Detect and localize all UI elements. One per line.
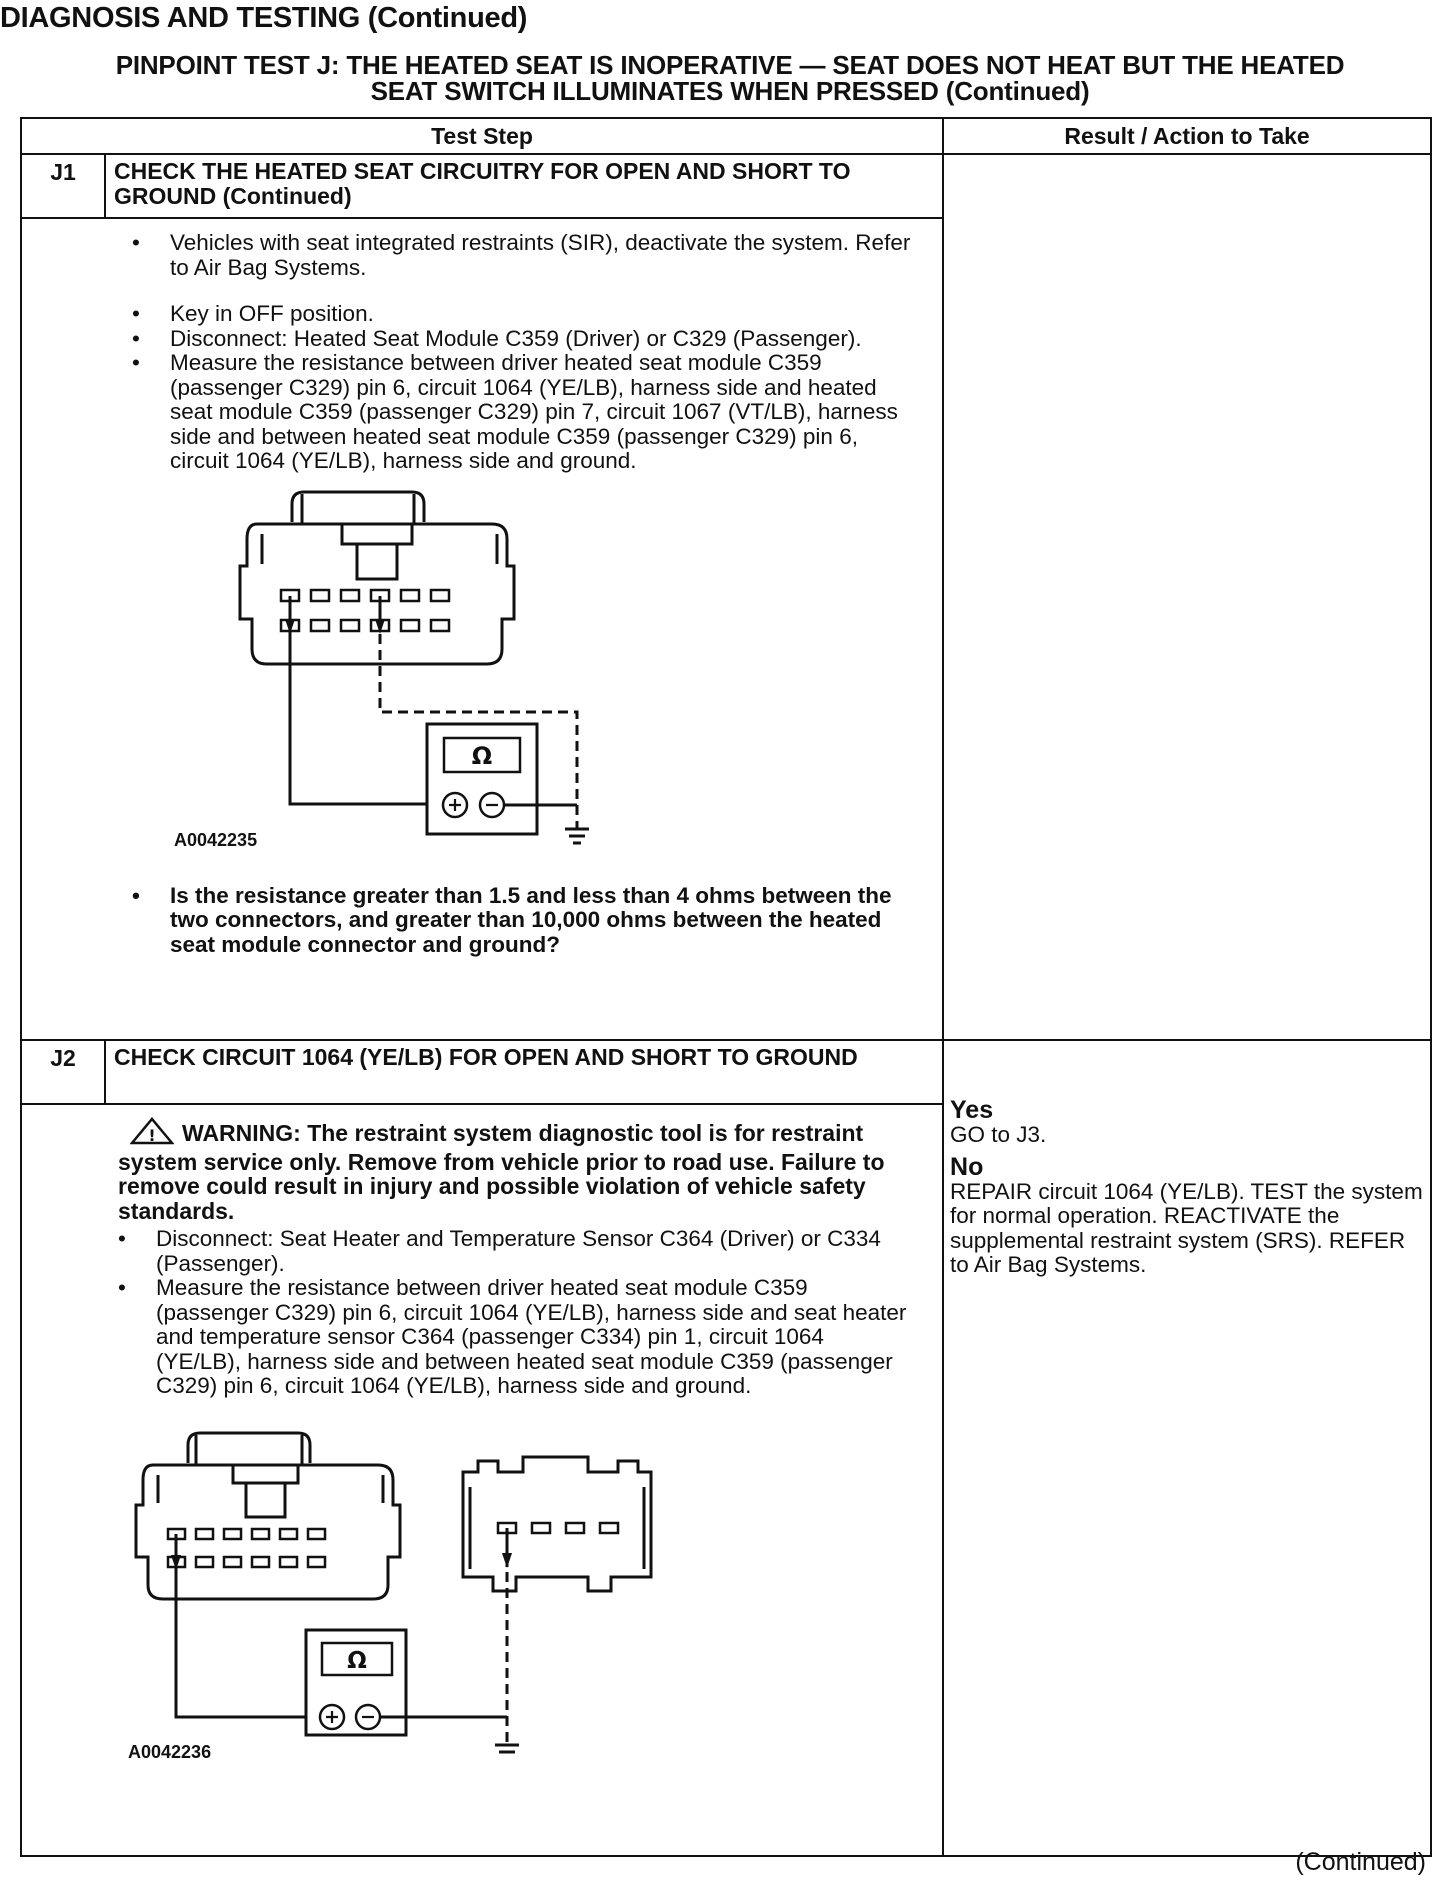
j2-bullet-disconnect: • Disconnect: Seat Heater and Temperature Sensor C364 (Driver) or C334 (Passenger). [118,1227,912,1276]
result-no-action: REPAIR circuit 1064 (YE/LB). TEST the system for normal operation. REACTIVATE the supplemental restraint system (SRS). REFER to Air Bag Systems. [950,1178,1423,1277]
j2-bullet-measure: • Measure the resistance between driver heated seat module C359 (passenger C329) pin 6, circuit 1064 (YE/LB), harness side and seat heater and temperature sensor C364 (passenger C334) pin 1, circuit 1064 (YE/LB), harness side and between heated seat module C359 (passenger C329) pin 6, circuit 1064 (YE/LB), harness side and ground. [118,1276,912,1399]
step-content-j2 [21,1104,943,1856]
step-title-j2: CHECK CIRCUIT 1064 (YE/LB) FOR OPEN AND SHORT TO GROUND [105,1040,943,1104]
j2-figure [118,1427,912,1797]
j1-connector-meter-diagram [152,484,612,854]
step-id-j1: J1 [21,154,105,218]
svg-text:!: ! [148,1126,156,1145]
j1-connector-pins [281,590,449,631]
warning-triangle-icon [130,1117,174,1150]
result-no-label: No [950,1152,984,1181]
page-title: DIAGNOSIS AND TESTING (Continued) [0,2,528,34]
result-cell-j1 [943,154,1431,1040]
j2-connector-meter-diagram [118,1427,718,1757]
ground-icon [495,1745,519,1757]
j1-bullet-measure: • Measure the resistance between driver heated seat module C359 (passenger C329) pin 6, circuit 1064 (YE/LB), harness side and heated seat module C359 (passenger C329) pin 7, circuit 1067 (VT/LB), harness side and between heated seat module C359 (passenger C329) pin 6, circuit 1064 (YE/LB), harness side and ground. [132,351,912,474]
j1-question: • Is the resistance greater than 1.5 and less than 4 ohms between the two connectors, and greater than 10,000 ohms between the heated seat module connector and ground? [132,884,912,958]
pinpoint-test-title [20,52,1440,104]
result-yes-action: GO to J3. [950,1122,1047,1147]
pinpoint-test-title-line1: PINPOINT TEST J: THE HEATED SEAT IS INOPERATIVE — SEAT DOES NOT HEAT BUT THE HEATED [115,50,1345,80]
j1-bullet-disconnect: • Disconnect: Heated Seat Module C359 (Driver) or C329 (Passenger). [132,327,912,352]
step-id-j2: J2 [21,1040,105,1104]
pinpoint-test-table [20,117,1432,1857]
step-title-j1: CHECK THE HEATED SEAT CIRCUITRY FOR OPEN AND SHORT TO GROUND (Continued) [105,154,943,218]
result-yes-label: Yes [950,1096,994,1124]
column-header-result: Result / Action to Take [943,118,1431,154]
j2-sensor-connector [463,1457,651,1591]
j2-warning [118,1117,912,1223]
ohm-symbol: Ω [347,1647,367,1674]
ohm-symbol: Ω [471,741,493,770]
pinpoint-test-title-line2: SEAT SWITCH ILLUMINATES WHEN PRESSED (Continued) [370,76,1090,106]
j2-module-connector-pins [168,1529,325,1567]
result-cell-j2 [943,1040,1431,1856]
column-header-test-step: Test Step [21,118,943,154]
j2-warning-text: WARNING: The restraint system diagnostic tool is for restraint system service only. Remove from vehicle prior to road use. Failure to remove could result in injury and possible violation of vehicle safety standards. [118,1120,885,1224]
figure-id-j1: A0042235 [174,829,258,850]
ground-icon [565,829,589,843]
step-content-j1 [21,218,943,1040]
j1-bullet-sir: • Vehicles with seat integrated restraints (SIR), deactivate the system. Refer to Air Bag Systems. [132,231,912,280]
j1-bullet-key: • Key in OFF position. [132,302,912,327]
continued-label: (Continued) [1295,1848,1426,1876]
figure-id-j2: A0042236 [128,1741,212,1762]
j1-figure [152,484,912,884]
